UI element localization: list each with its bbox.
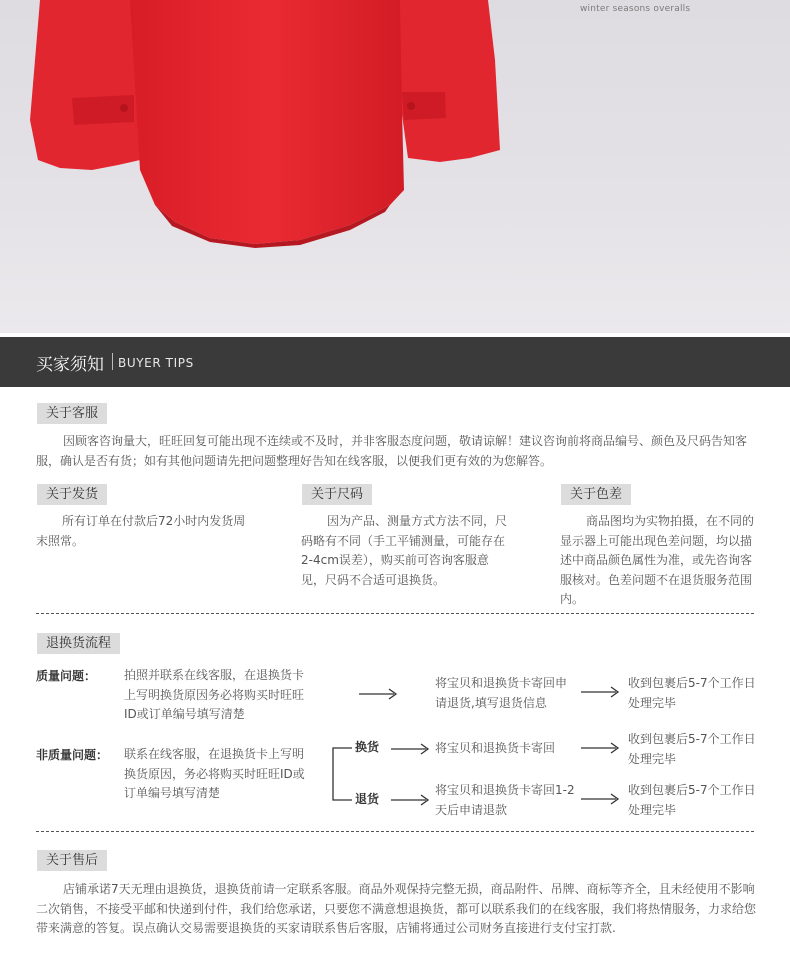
quality-step: 将宝贝和退换货卡寄回申请退货,填写退货信息 [435, 676, 568, 710]
shipping-text: 所有订单在付款后72小时内发货周末照常。 [36, 514, 246, 548]
quality-label: 质量问题： [36, 669, 97, 683]
refund-result: 收到包裹后5-7个工作日处理完毕 [628, 783, 756, 817]
exchange-label: 换货 [355, 740, 380, 754]
arrow-right-icon [580, 793, 620, 805]
product-photo [0, 0, 790, 333]
after-sales-text: 店铺承诺7天无理由退换货，退换货前请一定联系客服。商品外观保持完整无损，商品附件、吊牌、商标等齐全，且未经使用不影响二次销售，不接受平邮和快递到付件，我们给您承诺，只要您不满意想退换货，都可以联系我们的在线客服，我们将热情服务，力求给您带来满意的答复。误点确认交易需要退换货的买家请联系售后客服，店铺将通过公司财务直接进行支付宝打款. [36, 882, 757, 935]
divider-2 [36, 831, 754, 832]
exchange-step: 将宝贝和退换货卡寄回 [435, 741, 556, 755]
color-diff-text: 商品图均为实物拍摄，在不同的显示器上可能出现色差问题，均以描述中商品颜色属性为准，或先咨询客服核对。色差问题不在退货服务范围内。 [560, 514, 755, 606]
color-diff-tag: 关于色差 [561, 484, 631, 505]
service-text: 因顾客咨询量大，旺旺回复可能出现不连续或不及时，并非客服态度问题，敬请谅解！建议咨询前将商品编号、颜色及尺码告知客服，确认是否有货；如有其他问题请先把问题整理好告知在线客服，以便我们更有效的为您解答。 [36, 434, 748, 468]
refund-label: 退货 [355, 792, 380, 806]
arrow-right-icon [580, 686, 620, 698]
exchange-result: 收到包裹后5-7个工作日处理完毕 [628, 732, 756, 766]
nonquality-label: 非质量问题： [36, 748, 109, 762]
arrow-right-icon [358, 688, 398, 700]
arrow-right-icon [390, 743, 430, 755]
after-sales-tag: 关于售后 [37, 850, 107, 871]
red-coat-image [0, 0, 790, 333]
process-tag: 退换货流程 [37, 633, 120, 654]
header-divider [112, 353, 113, 370]
arrow-right-icon [390, 794, 430, 806]
arrow-right-icon [580, 742, 620, 754]
quality-result: 收到包裹后5-7个工作日处理完毕 [628, 676, 756, 710]
buyer-tips-header [0, 337, 790, 387]
divider-1 [36, 613, 754, 614]
nonquality-desc: 联系在线客服，在退换货卡上写明换货原因，务必将购买时旺旺ID或订单编号填写清楚 [124, 747, 305, 800]
photo-caption: winter seasons overalls [580, 4, 691, 14]
quality-desc: 拍照并联系在线客服，在退换货卡上写明换货原因务必将购买时旺旺ID或订单编号填写清楚 [124, 668, 305, 721]
refund-step: 将宝贝和退换货卡寄回1-2天后申请退款 [435, 783, 575, 817]
header-title-cn: 买家须知 [36, 355, 104, 375]
shipping-tag: 关于发货 [37, 484, 107, 505]
size-text: 因为产品、测量方式方法不同，尺码略有不同（手工平铺测量，可能存在2-4cm误差），购买前可咨询客服意见，尺码不合适可退换货。 [301, 514, 508, 587]
service-tag: 关于客服 [37, 403, 107, 424]
size-tag: 关于尺码 [302, 484, 372, 505]
branch-bracket [330, 744, 354, 804]
header-title-en: BUYER TIPS [118, 356, 194, 370]
